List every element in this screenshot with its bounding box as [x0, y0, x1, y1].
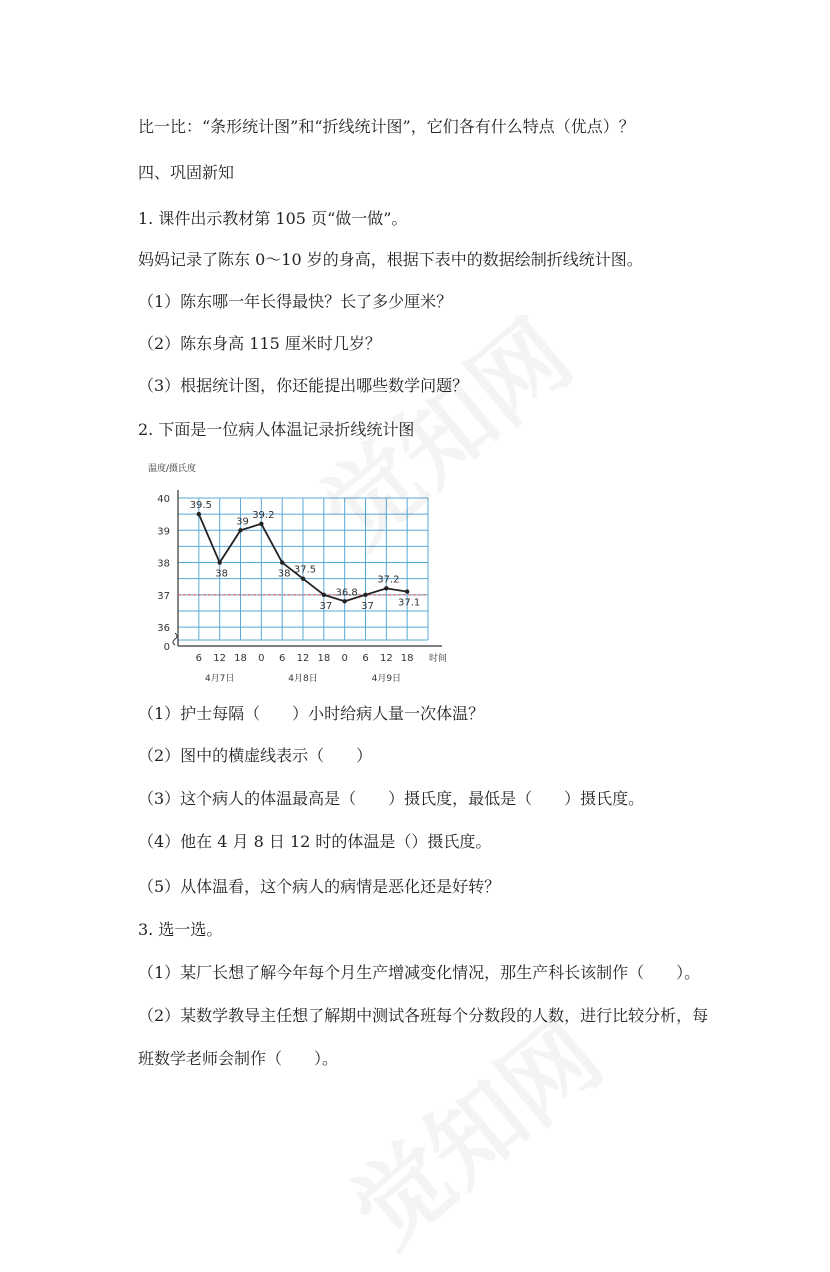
x-tick-label: 0: [341, 653, 348, 664]
q1-sub-3: （3）根据统计图，你还能提出哪些数学问题？: [138, 376, 469, 395]
watermark-bottom: [320, 984, 626, 1271]
axis-break-mark: [173, 633, 177, 645]
data-label: 37.5: [293, 564, 317, 576]
compare-question: 比一比：“条形统计图”和“折线统计图”，它们各有什么特点（优点）？: [138, 117, 635, 136]
x-tick-label: 18: [317, 653, 331, 664]
temperature-point: [197, 512, 201, 516]
data-label: 39.2: [252, 509, 275, 521]
q1-title: 1. 课件出示教材第 105 页“做一做”。: [138, 209, 408, 228]
data-label: 39.5: [189, 500, 212, 512]
q2-sub-2: （2）图中的横虚线表示（ ）: [138, 746, 373, 765]
y-zero-label: 0: [163, 642, 170, 653]
q3-sub-2-line-1: （2）某数学教导主任想了解期中测试各班每个分数段的人数，进行比较分析，每: [138, 1006, 709, 1025]
temperature-point: [342, 599, 346, 603]
q3-sub-1: （1）某厂长想了解今年每个月生产增减变化情况，那生产科长该制作（ ）。: [138, 963, 701, 982]
temperature-point: [384, 586, 388, 590]
q3-sub-2-line-2: 班数学老师会制作（ ）。: [138, 1049, 339, 1068]
data-label: 37: [319, 600, 333, 612]
x-tick-label: 18: [400, 653, 414, 664]
data-label: 38: [277, 568, 291, 580]
x-tick-label: 12: [213, 653, 227, 664]
temperature-point: [301, 576, 305, 580]
data-label: 36.8: [335, 587, 358, 599]
y-axis-title: 温度/摄氏度: [148, 464, 197, 474]
y-tick-label: 37: [157, 590, 170, 602]
data-label: 37.1: [398, 597, 421, 609]
x-axis-title: 时间: [428, 654, 448, 664]
temperature-point: [238, 528, 242, 532]
data-label: 37: [361, 600, 374, 612]
y-tick-label: 36: [157, 623, 170, 635]
temperature-point: [259, 522, 263, 526]
x-tick-label: 12: [379, 653, 393, 664]
x-tick-label: 6: [278, 653, 286, 664]
date-label: 4月7日: [204, 674, 235, 684]
temperature-point: [405, 589, 409, 593]
data-label: 38: [215, 568, 229, 580]
q2-sub-3: （3）这个病人的体温最高是（ ）摄氏度，最低是（ ）摄氏度。: [138, 789, 645, 808]
q2-title: 2. 下面是一位病人体温记录折线统计图: [138, 420, 415, 439]
x-tick-label: 6: [362, 653, 369, 664]
x-tick-label: 18: [234, 653, 247, 664]
date-label: 4月8日: [288, 674, 318, 684]
q1-intro: 妈妈记录了陈东 0～10 岁的身高，根据下表中的数据绘制折线统计图。: [138, 250, 643, 269]
data-label: 39: [236, 516, 249, 528]
date-label: 4月9日: [371, 674, 402, 684]
q2-sub-1: （1）护士每隔（ ）小时给病人量一次体温？: [138, 704, 485, 723]
q2-sub-4: （4）他在 4 月 8 日 12 时的体温是（）摄氏度。: [138, 832, 492, 851]
q3-title: 3. 选一选。: [138, 920, 223, 939]
temperature-point: [363, 593, 367, 597]
section-heading: 四、巩固新知: [138, 163, 235, 182]
y-tick-label: 40: [157, 494, 170, 505]
data-label: 37.2: [377, 574, 400, 586]
q1-sub-1: （1）陈东哪一年长得最快？长了多少厘米？: [138, 292, 453, 311]
temperature-point: [280, 560, 284, 564]
temperature-point: [322, 593, 326, 597]
x-tick-label: 6: [195, 653, 203, 664]
y-tick-label: 38: [157, 558, 170, 570]
y-tick-label: 39: [157, 526, 170, 538]
x-tick-label: 12: [296, 653, 310, 664]
temperature-point: [217, 560, 221, 564]
q2-sub-5: （5）从体温看，这个病人的病情是恶化还是好转？: [138, 877, 501, 896]
x-tick-label: 0: [258, 653, 265, 664]
q1-sub-2: （2）陈东身高 115 厘米时几岁？: [138, 334, 381, 353]
